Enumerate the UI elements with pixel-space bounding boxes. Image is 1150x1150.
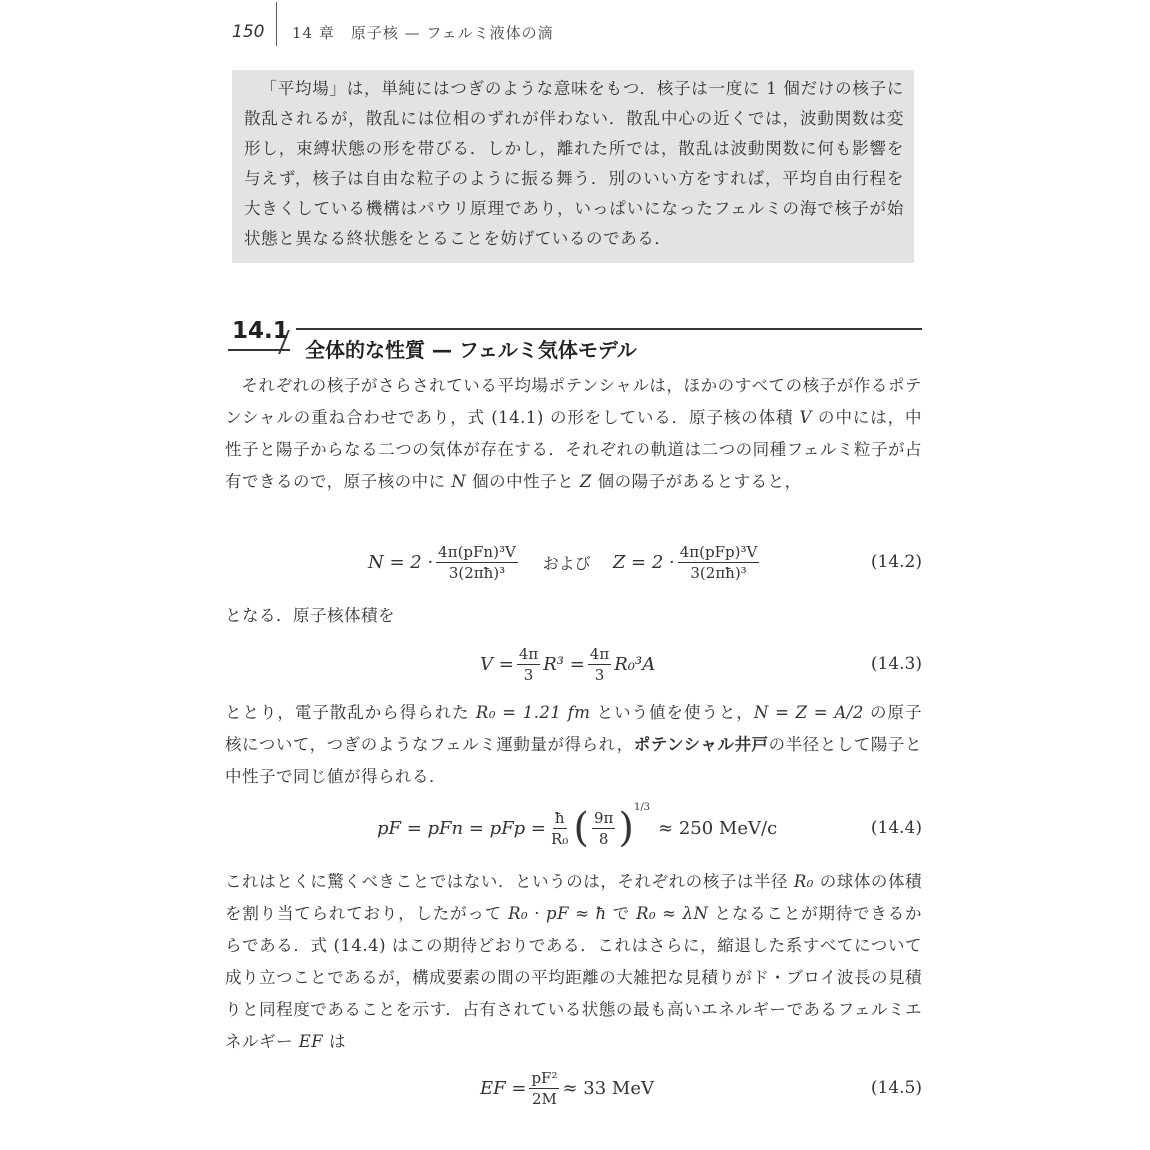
text-run: の原子核について，つぎのようなフェルミ運動量が得られ， bbox=[225, 703, 922, 754]
numerator: pF² bbox=[531, 1068, 558, 1087]
denominator: 3(2πħ)³ bbox=[690, 563, 747, 582]
equation-lhs: N = 2 · bbox=[368, 551, 434, 573]
equation-lhs: pF = pFn = pFp = bbox=[377, 817, 547, 839]
text-run: は bbox=[323, 1032, 346, 1051]
section-number: 14.1 bbox=[232, 318, 289, 344]
denominator: 8 bbox=[598, 829, 609, 848]
box-paragraph: 「平均場」は，単純にはつぎのような意味をもつ．核子は一度に 1 個だけの核子に散乱されるが，散乱には位相のずれが伴わない．散乱中心の近くでは，波動関数は変形し，束縛状態の形を帯びる．しかし，離れた所では，散乱は波動関数に何も影響を与えず，核子は自由な粒子のように振る舞う．別のいい方をすれば，平均自由行程を大きくしている機構はパウリ原理であり，いっぱいになったフェルミの海で核子が始状態と異なる終状態をとることを妨げているのである． bbox=[244, 79, 904, 248]
fraction bbox=[517, 645, 540, 684]
text-run: の中には，中性子と陽子からなる二つの気体が存在する．それぞれの軌道は二つの同種フェルミ粒子が占有できるので，原子核の中に bbox=[225, 408, 922, 491]
denominator: R₀ bbox=[551, 829, 569, 848]
equation-lhs: V = bbox=[480, 653, 514, 675]
fraction bbox=[588, 645, 611, 684]
text-run: ととり，電子散乱から得られた bbox=[225, 703, 476, 722]
math-inline: N = Z = A/2 bbox=[753, 703, 864, 722]
math-symbol: N bbox=[451, 472, 467, 491]
text-run: の半径として陽子と中性子で同じ値が得られる． bbox=[225, 735, 922, 786]
page-number: 150 bbox=[232, 22, 265, 42]
equation-number: (14.5) bbox=[870, 1078, 922, 1098]
numerator: 4π bbox=[589, 644, 610, 663]
right-paren: ) bbox=[618, 805, 634, 851]
equation-lhs: EF = bbox=[480, 1077, 527, 1099]
equation-rhs: R₀³A bbox=[614, 653, 656, 675]
equation-14-2 bbox=[225, 532, 922, 592]
exponent: 1/3 bbox=[633, 802, 651, 813]
denominator: 3 bbox=[594, 665, 605, 684]
math-inline: R₀ · pF ≈ ħ bbox=[508, 904, 607, 923]
equation-number: (14.2) bbox=[870, 552, 922, 572]
equation-rhs: ≈ 33 MeV bbox=[562, 1077, 654, 1099]
section-title: 全体的な性質 — フェルミ気体モデル bbox=[305, 338, 637, 362]
numerator: ħ bbox=[554, 808, 565, 827]
text-run: となることが期待できるからである．式 (14.4) はこの期待どおりである．これはさらに，縮退した系すべてについて成り立つことであるが，構成要素の間の平均距離の大雑把な見積りがド・ブロイ波長の見積りと同程度であることを示す．占有されている状態の最も高いエネルギーであるフェルミエネルギー bbox=[225, 904, 923, 1051]
fraction bbox=[592, 809, 615, 848]
text-run: 個の中性子と bbox=[466, 472, 580, 491]
math-inline: R₀ = 1.21 fm bbox=[475, 703, 591, 722]
paragraph-2: となる．原子核体積を bbox=[225, 606, 395, 625]
equation-term: R³ = bbox=[543, 653, 585, 675]
equation-number: (14.3) bbox=[870, 654, 922, 674]
math-inline: EF bbox=[298, 1032, 324, 1051]
text-run: の球体の体積を割り当てられており，したがって bbox=[225, 872, 923, 923]
numerator: 4π(pFn)³V bbox=[438, 542, 516, 561]
equation-rhs: ≈ 250 MeV/c bbox=[658, 817, 778, 839]
left-paren: ( bbox=[573, 805, 589, 851]
fraction bbox=[529, 1069, 559, 1108]
highlight-box bbox=[232, 70, 914, 263]
denominator: 2M bbox=[532, 1089, 557, 1108]
fraction bbox=[678, 543, 760, 582]
section-rule bbox=[296, 328, 922, 330]
numerator: 4π bbox=[518, 644, 539, 663]
header-divider bbox=[276, 2, 277, 46]
equation-14-4 bbox=[225, 798, 922, 858]
numerator: 9π bbox=[593, 808, 614, 827]
paragraph-4 bbox=[225, 866, 922, 1058]
text-run: 個の陽子があるとすると， bbox=[591, 472, 802, 491]
math-inline: R₀ bbox=[793, 872, 814, 891]
chapter-title: 14 章 原子核 — フェルミ液体の滴 bbox=[292, 24, 554, 42]
numerator: 4π(pFp)³V bbox=[679, 542, 758, 561]
math-inline: R₀ ≈ λN bbox=[636, 904, 709, 923]
paragraph-3 bbox=[225, 697, 922, 793]
denominator: 3 bbox=[523, 665, 534, 684]
math-symbol: Z bbox=[579, 472, 592, 491]
text-run: で bbox=[606, 904, 637, 923]
equation-lhs: Z = 2 · bbox=[612, 551, 675, 573]
fraction bbox=[549, 809, 570, 848]
text-run: という値を使うと， bbox=[590, 703, 754, 722]
equation-connector: および bbox=[542, 553, 591, 573]
paragraph-1 bbox=[225, 370, 922, 498]
text-run: これはとくに驚くべきことではない．というのは，それぞれの核子は半径 bbox=[225, 872, 794, 891]
equation-14-5 bbox=[225, 1058, 922, 1118]
equation-14-3 bbox=[225, 634, 922, 694]
math-symbol: V bbox=[799, 408, 812, 427]
text-run: それぞれの核子がさらされている平均場ポテンシャルは，ほかのすべての核子が作るポテンシャルの重ね合わせであり，式 (14.1) の形をしている．原子核の体積 bbox=[225, 376, 922, 427]
equation-number: (14.4) bbox=[870, 818, 922, 838]
bold-term: ポテンシャル井戸 bbox=[633, 735, 769, 754]
denominator: 3(2πħ)³ bbox=[448, 563, 506, 582]
fraction bbox=[436, 543, 518, 582]
